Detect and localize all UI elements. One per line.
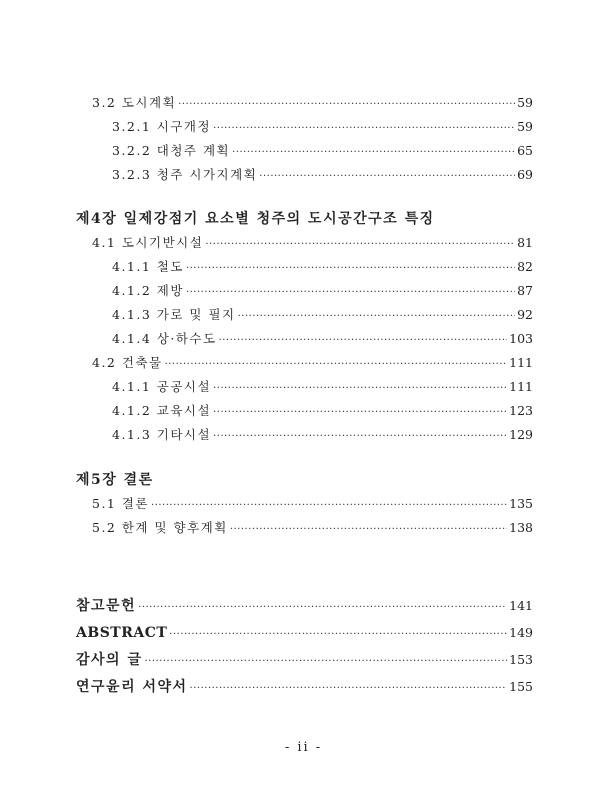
toc-entry-label: 5.2 한계 및 향후계획 — [92, 520, 228, 535]
toc-entry-5-2[interactable] — [92, 520, 533, 538]
toc-entry-abstract[interactable] — [76, 625, 533, 643]
toc-entry-page: 123 — [509, 403, 533, 418]
toc-entry-4-1[interactable] — [92, 235, 533, 253]
toc-entry-label: 4.1.2 제방 — [112, 283, 184, 298]
toc-entry-page: 59 — [517, 119, 533, 134]
toc-entry-3-2[interactable] — [92, 95, 533, 113]
toc-entry-4-2-2[interactable] — [112, 403, 533, 421]
toc-entry-label: ABSTRACT — [76, 625, 168, 641]
toc-entry-page: 141 — [509, 598, 533, 613]
leader-dots — [205, 237, 515, 253]
toc-entry-references[interactable] — [76, 598, 533, 616]
leader-dots — [238, 309, 515, 325]
toc-entry-label: 연구윤리 서약서 — [76, 679, 188, 695]
leader-dots — [232, 145, 515, 161]
leader-dots — [213, 381, 507, 397]
leader-dots — [144, 654, 507, 670]
leader-dots — [186, 285, 515, 301]
toc-entry-page: 59 — [517, 95, 533, 110]
toc-entry-4-1-2[interactable] — [112, 283, 533, 301]
chapter-5-heading[interactable]: 제5장 결론 — [76, 472, 154, 488]
toc-entry-page: 65 — [517, 143, 533, 158]
toc-entry-page: 111 — [509, 355, 533, 370]
toc-entry-label: 3.2.1 시구개정 — [112, 119, 212, 134]
toc-entry-page: 111 — [509, 379, 533, 394]
toc-entry-label: 4.2 건축물 — [92, 355, 163, 370]
toc-entry-page: 81 — [517, 235, 533, 250]
leader-dots — [186, 261, 515, 277]
toc-entry-page: 155 — [509, 679, 533, 694]
toc-entry-3-2-3[interactable] — [112, 167, 533, 185]
toc-entry-page: 87 — [517, 283, 533, 298]
toc-entry-page: 135 — [509, 496, 533, 511]
toc-entry-label: 3.2 도시계획 — [92, 95, 177, 110]
toc-entry-research-ethics-pledge[interactable] — [76, 679, 533, 697]
toc-entry-page: 69 — [517, 167, 533, 182]
leader-dots — [169, 627, 507, 643]
leader-dots — [165, 357, 508, 373]
toc-entry-label: 4.1.4 상·하수도 — [112, 331, 217, 346]
toc-entry-4-1-4[interactable] — [112, 331, 533, 349]
toc-entry-label: 5.1 결론 — [92, 496, 150, 511]
toc-entry-page: 138 — [509, 520, 533, 535]
toc-entry-label: 4.1.3 가로 및 필지 — [112, 307, 236, 322]
leader-dots — [213, 405, 507, 421]
toc-entry-4-2-3[interactable] — [112, 427, 533, 445]
leader-dots — [219, 333, 508, 349]
leader-dots — [190, 681, 508, 697]
leader-dots — [230, 522, 507, 538]
toc-entry-page: 129 — [509, 427, 533, 442]
leader-dots — [259, 169, 515, 185]
toc-entry-label: 4.1 도시기반시설 — [92, 235, 204, 250]
toc-entry-4-2-1[interactable] — [112, 379, 533, 397]
toc-entry-acknowledgements[interactable] — [76, 652, 533, 670]
toc-entry-label: 4.1.1 철도 — [112, 259, 184, 274]
toc-entry-label: 4.1.2 교육시설 — [112, 403, 212, 418]
toc-entry-4-1-3[interactable] — [112, 307, 533, 325]
leader-dots — [151, 498, 507, 514]
page-number-footer: - ii - — [284, 740, 323, 755]
toc-entry-label: 4.1.3 기타시설 — [112, 427, 212, 442]
toc-entry-page: 82 — [517, 259, 533, 274]
toc-entry-page: 149 — [509, 625, 533, 640]
toc-entry-label: 감사의 글 — [76, 652, 143, 668]
toc-entry-page: 153 — [509, 652, 533, 667]
toc-entry-4-2[interactable] — [92, 355, 533, 373]
toc-entry-label: 3.2.2 대청주 계획 — [112, 143, 231, 158]
toc-entry-label: 참고문헌 — [76, 598, 137, 614]
leader-dots — [213, 429, 507, 445]
leader-dots — [178, 97, 515, 113]
leader-dots — [213, 121, 515, 137]
toc-entry-page: 103 — [509, 331, 533, 346]
toc-entry-4-1-1[interactable] — [112, 259, 533, 277]
toc-entry-3-2-2[interactable] — [112, 143, 533, 161]
chapter-4-heading[interactable]: 제4장 일제강점기 요소별 청주의 도시공간구조 특징 — [76, 211, 435, 227]
toc-entry-label: 4.1.1 공공시설 — [112, 379, 212, 394]
toc-entry-label: 3.2.3 청주 시가지계획 — [112, 167, 258, 182]
toc-entry-page: 92 — [517, 307, 533, 322]
leader-dots — [138, 600, 507, 616]
toc-entry-3-2-1[interactable] — [112, 119, 533, 137]
toc-entry-5-1[interactable] — [92, 496, 533, 514]
